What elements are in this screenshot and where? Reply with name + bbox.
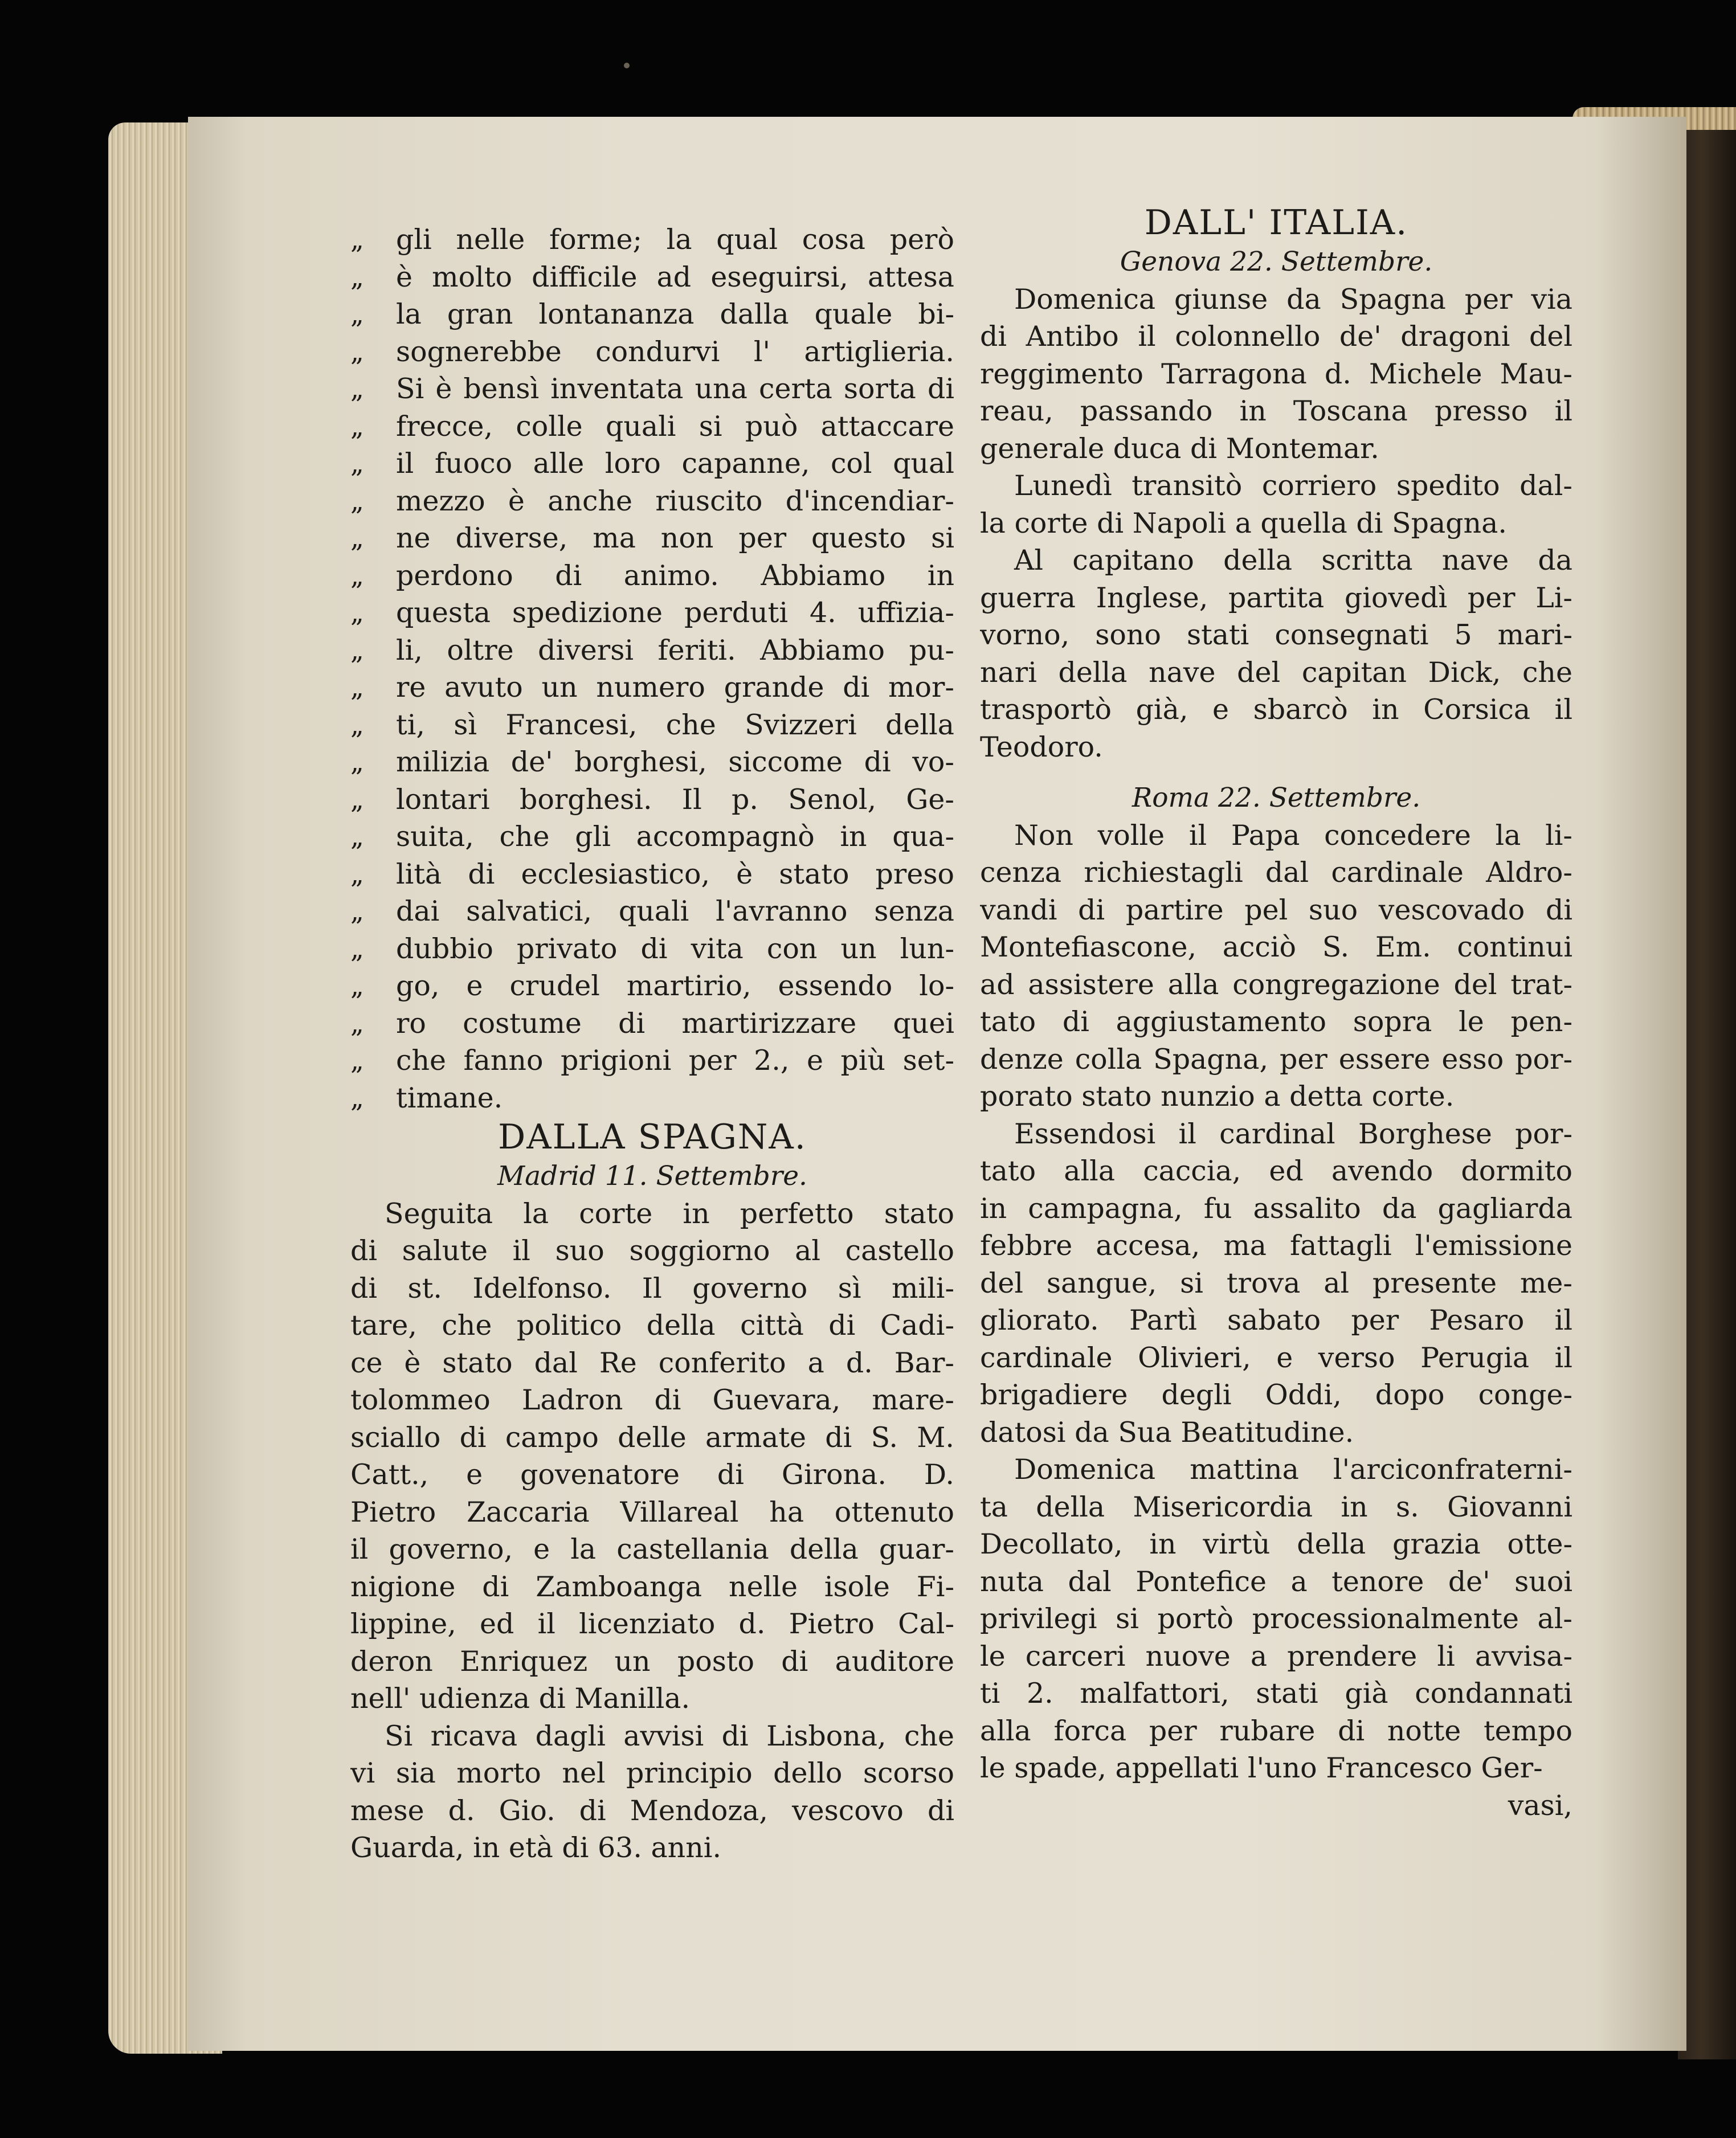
paragraph-roma-3 [980,1451,1572,1787]
quoted-line [350,669,954,706]
quoted-text: Si è bensì inventata una certa sorta di [396,373,954,405]
text-line: sciallo di campo delle armate di S. M. [350,1421,954,1454]
quote-mark: „ [350,485,364,516]
quoted-line [350,594,954,632]
text-line: mese d. Gio. di Mendoza, vescovo di [350,1794,954,1827]
paragraph-madrid-1 [350,1195,954,1718]
quoted-line [350,856,954,893]
quoted-text: sognerebbe condurvi l' artiglieria. [396,335,954,368]
text-line: Decollato, in virtù della grazia otte- [980,1528,1572,1560]
quote-mark: „ [350,672,364,702]
text-line: Lunedì transitò corriero spedito dal- [1014,469,1572,502]
quoted-text: dai salvatici, quali l'avranno senza [396,895,954,927]
quoted-line [350,296,954,333]
quote-mark: „ [350,709,364,740]
dateline-madrid: Madrid 11. Settembre. [497,1160,807,1192]
quote-mark: „ [350,933,364,964]
quoted-line [350,408,954,445]
quoted-line [350,893,954,930]
quote-mark: „ [350,634,364,665]
quote-mark: „ [350,522,364,553]
text-line: Pietro Zaccaria Villareal ha ottenuto [350,1495,954,1528]
quote-mark: „ [350,597,364,628]
quoted-line [350,1080,954,1117]
text-line: nell' udienza di Manilla. [350,1682,691,1715]
quote-mark: „ [350,858,364,889]
quoted-line [350,221,954,259]
text-line: Montefiascone, acciò S. Em. continui [980,931,1572,963]
text-line: nuta dal Pontefice a tenore de' suoi [980,1565,1572,1598]
quoted-line [350,930,954,968]
text-line: Domenica giunse da Spagna per via [1014,283,1572,316]
text-line: le carceri nuove a prendere li avvisa- [980,1640,1572,1673]
text-line: privilegi si portò processionalmente al- [980,1603,1572,1635]
quoted-text: questa spedizione perduti 4. uffizia- [396,596,954,629]
text-line: nari della nave del capitan Dick, che [980,656,1572,689]
quoted-line [350,818,954,856]
quoted-line [350,967,954,1005]
text-line: febbre accesa, ma fattagli l'emissione [980,1229,1572,1262]
quoted-line [350,1005,954,1043]
paragraph-roma-2 [980,1115,1572,1452]
paragraph-genova-1 [980,281,1572,468]
quoted-line [350,333,954,371]
text-line: generale duca di Montemar. [980,432,1379,465]
quoted-line [350,632,954,669]
quoted-text: la gran lontananza dalla quale bi- [396,298,954,330]
text-line: nigione di Zamboanga nelle isole Fi- [350,1570,954,1603]
text-line: Seguita la corte in perfetto stato [385,1197,954,1230]
text-line: tato di aggiustamento sopra le pen- [980,1005,1572,1038]
quoted-text: dubbio privato di vita con un lun- [396,932,954,965]
quote-mark: „ [350,410,364,442]
quoted-line [350,781,954,819]
quoted-text: il fuoco alle loro capanne, col qual [396,447,954,480]
text-line: lippine, ed il licenziato d. Pietro Cal- [350,1608,954,1640]
text-line: vandi di partire pel suo vescovado di [980,893,1572,926]
section-heading-spagna: DALLA SPAGNA. [498,1117,807,1157]
dateline-roma: Roma 22. Settembre. [1132,782,1421,813]
catchword: vasi, [1508,1789,1572,1822]
text-line: Domenica mattina l'arciconfraterni- [1014,1453,1572,1486]
quote-mark: „ [350,783,364,815]
text-line: trasportò già, e sbarcò in Corsica il [980,693,1572,726]
quoted-line [350,557,954,595]
paragraph-madrid-2 [350,1718,954,1867]
quoted-text: perdono di animo. Abbiamo in [396,559,954,592]
text-line: il governo, e la castellania della guar- [350,1533,954,1565]
quoted-text: ti, sì Francesi, che Svizzeri della [396,708,954,741]
paragraph-genova-3 [980,542,1572,766]
text-line: porato stato nunzio a detta corte. [980,1080,1455,1113]
quoted-passage [350,221,954,1117]
text-line: di st. Idelfonso. Il governo sì mili- [350,1272,954,1305]
quoted-text: ne diverse, ma non per questo si [396,522,954,554]
text-line: Teodoro. [980,730,1103,763]
text-line: in campagna, fu assalito da gagliarda [980,1192,1572,1225]
dateline-genova: Genova 22. Settembre. [1120,246,1433,277]
quoted-text: è molto difficile ad eseguirsi, attesa [396,260,954,293]
quoted-text: mezzo è anche riuscito d'incendiar- [396,484,954,517]
text-line: cenza richiestagli dal cardinale Aldro- [980,856,1572,889]
quoted-line [350,1042,954,1080]
quote-mark: „ [350,896,364,926]
quote-mark: „ [350,1045,364,1076]
text-line: Catt., e govenatore di Girona. D. [350,1458,954,1491]
quote-mark: „ [350,1082,364,1113]
quote-mark: „ [350,261,364,292]
text-line: vorno, sono stati consegnati 5 mari- [980,619,1572,651]
quoted-text: lità di ecclesiastico, è stato preso [396,857,954,890]
quote-mark: „ [350,299,364,329]
quoted-text: gli nelle forme; la qual cosa però [396,223,954,256]
quote-mark: „ [350,1007,364,1039]
quoted-line [350,259,954,296]
left-column [350,221,954,1867]
quote-mark: „ [350,970,364,1001]
text-line: Si ricava dagli avvisi di Lisbona, che [385,1719,954,1752]
gutter-mark [624,63,630,68]
quote-mark: „ [350,746,364,777]
quoted-text: ro costume di martirizzare quei [396,1007,954,1040]
text-line: brigadiere degli Oddi, dopo conge- [980,1379,1572,1411]
quoted-line [350,370,954,408]
right-column [980,202,1572,1824]
quoted-text: che fanno prigioni per 2., e più set- [396,1044,954,1077]
text-line: la corte di Napoli a quella di Spagna. [980,506,1507,539]
text-line: ad assistere alla congregazione del trat- [980,968,1572,1001]
quoted-text: timane. [396,1081,503,1114]
section-heading-italia: DALL' ITALIA. [1144,203,1408,243]
text-line: deron Enriquez un posto di auditore [350,1645,954,1678]
text-line: vi sia morto nel principio dello scorso [350,1757,954,1789]
quoted-text: li, oltre diversi feriti. Abbiamo pu- [396,633,954,667]
text-line: tato alla caccia, ed avendo dormito [980,1155,1572,1187]
quote-mark: „ [350,559,364,591]
text-line: reggimento Tarragona d. Michele Mau- [980,357,1572,390]
quoted-text: re avuto un numero grande di mor- [396,671,954,704]
quote-mark: „ [350,448,364,479]
quote-mark: „ [350,821,364,852]
paragraph-genova-2 [980,467,1572,542]
quoted-line [350,483,954,520]
quoted-text: frecce, colle quali si può attaccare [396,410,954,443]
text-line: denze colla Spagna, per essere esso por- [980,1043,1572,1076]
quoted-text: go, e crudel martirio, essendo lo- [396,970,954,1002]
text-line: Guarda, in età di 63. anni. [350,1832,722,1864]
text-line: Essendosi il cardinal Borghese por- [1014,1117,1572,1150]
text-line: cardinale Olivieri, e verso Perugia il [980,1341,1572,1374]
text-line: tolommeo Ladron di Guevara, mare- [350,1384,954,1416]
text-line: del sangue, si trova al presente me- [980,1266,1572,1299]
book-spine-shadow [1678,122,1736,2059]
quoted-line [350,743,954,781]
text-line: le spade, appellati l'uno Francesco Ger- [980,1752,1543,1784]
text-line: datosi da Sua Beatitudine. [980,1416,1354,1449]
quote-mark: „ [350,224,364,255]
paragraph-roma-1 [980,817,1572,1115]
text-line: di Antibo il colonnello de' dragoni del [980,320,1572,353]
quote-mark: „ [350,336,364,367]
quoted-text: milizia de' borghesi, siccome di vo- [396,746,954,778]
text-line: ta della Misericordia in s. Giovanni [980,1490,1572,1523]
text-line: reau, passando in Toscana presso il [980,395,1572,427]
text-line: ti 2. malfattori, stati già condannati [980,1677,1572,1710]
quoted-line [350,445,954,483]
text-line: di salute il suo soggiorno al castello [350,1234,954,1267]
quote-mark: „ [350,373,364,404]
quoted-text: suita, che gli accompagnò in qua- [396,820,954,853]
text-line: tare, che politico della città di Cadi- [350,1309,954,1342]
text-line: gliorato. Partì sabato per Pesaro il [980,1304,1572,1336]
text-line: Non volle il Papa concedere la li- [1014,819,1572,852]
quoted-line [350,520,954,557]
text-line: guerra Inglese, partita giovedì per Li- [980,581,1572,614]
text-line: alla forca per rubare di notte tempo [980,1714,1572,1747]
text-line: Al capitano della scritta nave da [1014,544,1572,577]
quoted-text: lontari borghesi. Il p. Senol, Ge- [396,783,954,816]
text-line: ce è stato dal Re conferito a d. Bar- [350,1346,954,1379]
quoted-line [350,706,954,744]
